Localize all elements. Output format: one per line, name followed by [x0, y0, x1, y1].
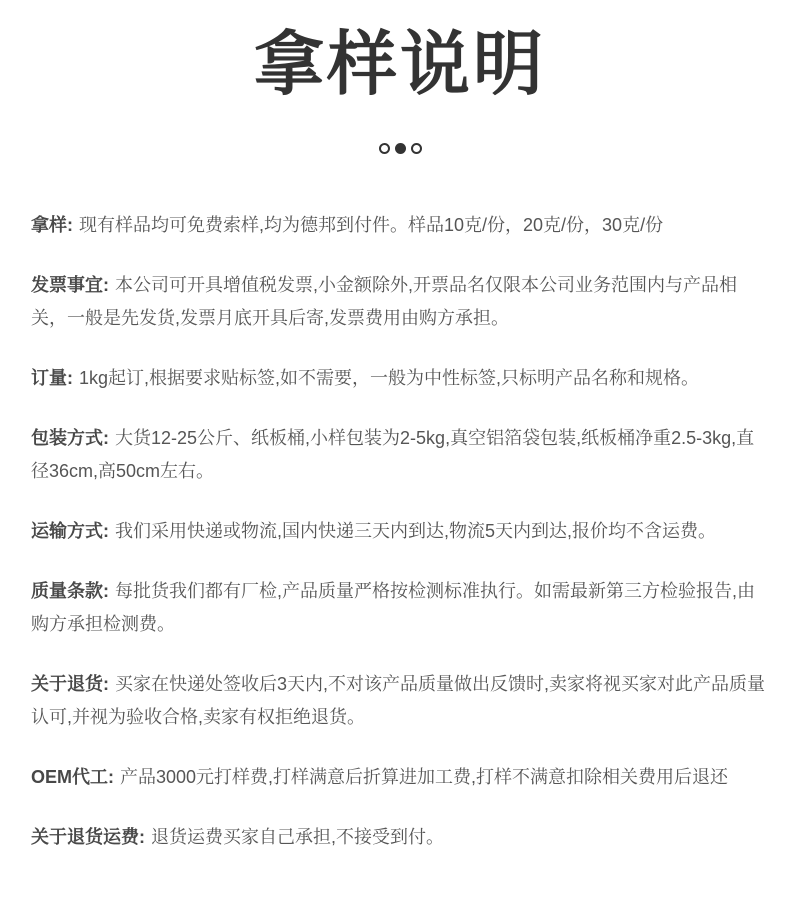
section-text: 退货运费买家自己承担,不接受到付。	[151, 826, 444, 847]
section-return-shipping-fee	[31, 821, 769, 854]
section-label: 发票事宜:	[31, 274, 109, 295]
inactive-dot-icon	[379, 143, 390, 154]
divider-dots	[0, 143, 800, 155]
section-text: 我们采用快递或物流,国内快递三天内到达,物流5天内到达,报价均不含运费。	[115, 520, 717, 541]
page-title: 拿样说明	[254, 25, 546, 103]
section-text: 现有样品均可免费索样,均为德邦到付件。样品10克/份，20克/份，30克/份	[79, 214, 664, 235]
section-label: 订量:	[31, 367, 73, 388]
section-invoice	[31, 269, 769, 335]
active-dot-icon	[395, 143, 406, 154]
section-text: 买家在快递处签收后3天内,不对该产品质量做出反馈时,卖家将视买家对此产品质量认可,并视为验收合格,卖家有权拒绝退货。	[31, 673, 766, 727]
instructions-content	[0, 209, 800, 854]
section-label: 拿样:	[31, 214, 73, 235]
section-label: 关于退货:	[31, 673, 109, 694]
section-text: 大货12-25公斤、纸板桶,小样包装为2-5kg,真空铝箔袋包装,纸板桶净重2.5-3kg,直径36cm,高50cm左右。	[31, 427, 755, 481]
section-text: 1kg起订,根据要求贴标签,如不需要，一般为中性标签,只标明产品名称和规格。	[79, 367, 700, 388]
section-label: 关于退货运费:	[31, 826, 145, 847]
section-returns	[31, 668, 769, 734]
section-text: 每批货我们都有厂检,产品质量严格按检测标准执行。如需最新第三方检验报告,由购方承担检测费。	[31, 580, 755, 634]
section-order-quantity	[31, 362, 769, 395]
section-text: 产品3000元打样费,打样满意后折算进加工费,打样不满意扣除相关费用后退还	[120, 766, 729, 787]
section-label: 运输方式:	[31, 520, 109, 541]
section-shipping	[31, 515, 769, 548]
section-sampling	[31, 209, 769, 242]
section-quality	[31, 575, 769, 641]
section-label: 质量条款:	[31, 580, 109, 601]
section-packaging	[31, 422, 769, 488]
section-oem	[31, 761, 769, 794]
section-text: 本公司可开具增值税发票,小金额除外,开票品名仅限本公司业务范围内与产品相关，一般是先发货,发票月底开具后寄,发票费用由购方承担。	[31, 274, 737, 328]
section-label: 包装方式:	[31, 427, 109, 448]
inactive-dot-icon	[411, 143, 422, 154]
section-label: OEM代工:	[31, 766, 114, 787]
